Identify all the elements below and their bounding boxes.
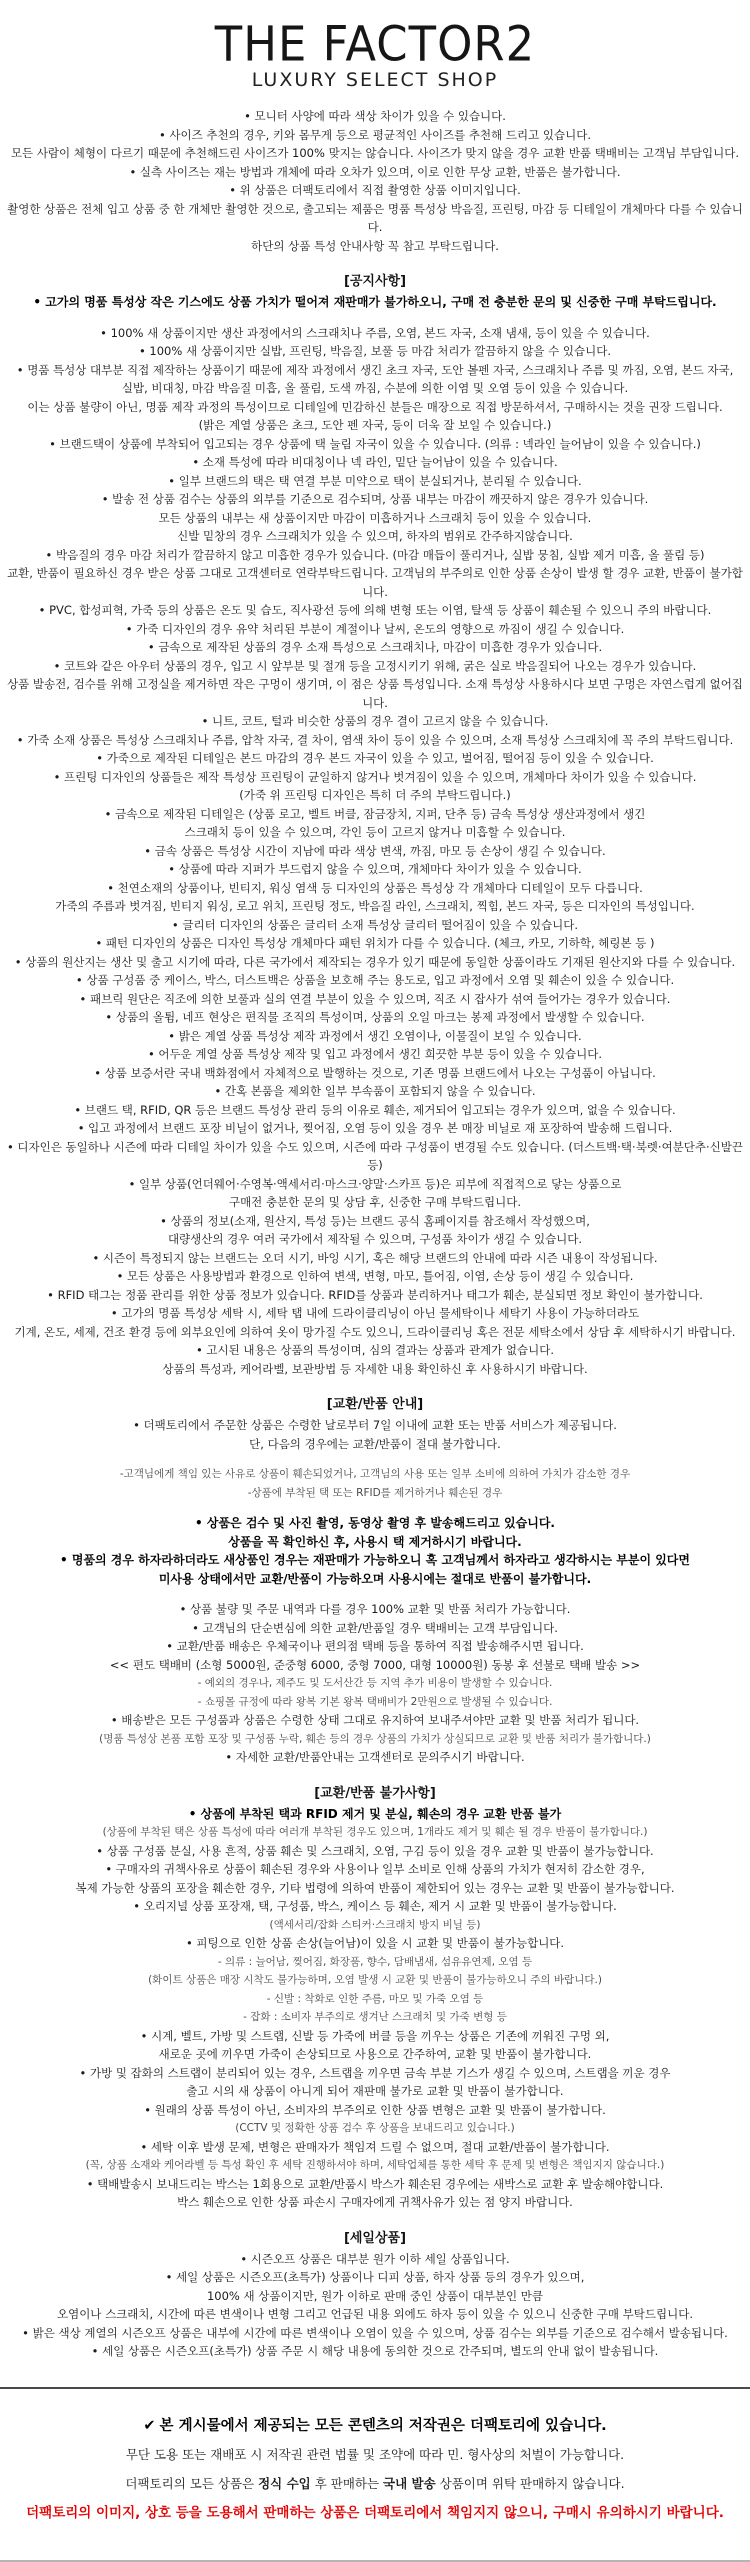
text-line: • 시즌이 특정되지 않는 브랜드는 오더 시기, 바잉 시기, 혹은 해당 브랜드의 안내에 따라 시즌 내용이 작성됩니다. — [92, 1250, 658, 1265]
text-line: (상품에 부착된 택은 상품 특성에 따라 여러개 부착된 경우도 있으며, 1개라도 제거 및 훼손 될 경우 반품이 불가합니다.) — [102, 1826, 648, 1839]
brand-logo: THE FACTOR2 — [214, 16, 536, 73]
text-line: • 상품 불량 및 주문 내역과 다를 경우 100% 교환 및 반품 처리가 가능합니다. — [179, 1602, 571, 1617]
text-line: • 고가의 명품 특성상 작은 기스에도 상품 가치가 떨어져 재판매가 불가하오니, 구매 전 충분한 문의 및 신중한 구매 부탁드립니다. — [33, 295, 717, 310]
text-line: • 금속으로 제작된 디테일은 (상품 로고, 벨트 버클, 잠금장치, 지퍼, 단추 등) 금속 특성상 생산과정에서 생긴 — [104, 806, 646, 821]
text-line: • PVC, 합성피혁, 가죽 등의 상품은 온도 및 습도, 직사광선 등에 의해 변형 또는 이염, 탈색 등 상품이 훼손될 수 있으니 주의 바랍니다. — [38, 603, 712, 618]
text-line: • 상품에 따라 지퍼가 부드럽지 않을 수 있으며, 개체마다 차이가 있을 수 있습니다. — [168, 862, 582, 877]
text-line: - 잡화 : 소비자 부주의로 생겨난 스크래치 및 가죽 변형 등 — [243, 2011, 507, 2024]
text-line: 단, 다음의 경우에는 교환/반품이 절대 불가합니다. — [249, 1436, 501, 1451]
text-line: • 피팅으로 인한 상품 손상(늘어남)이 있을 시 교환 및 반품이 불가능합니다. — [185, 1936, 565, 1951]
text-line: • 브랜드 택, RFID, QR 등은 브랜드 특성상 관리 등의 이유로 훼손, 제거되어 입고되는 경우가 있으며, 없을 수 있습니다. — [74, 1102, 676, 1117]
text-line: • 세일 상품은 시즌오프(초특가) 상품이나 디피 상품, 하자 상품 등의 경우가 있으며, — [165, 2270, 585, 2285]
text-line: • 더팩토리에서 주문한 상품은 수령한 날로부터 7일 이내에 교환 또는 반품 서비스가 제공됩니다. — [133, 1418, 617, 1433]
text-line: • 밝은 계열 상품 특성상 제작 과정에서 생긴 오염이나, 이물질이 보일 수 있습니다. — [168, 1028, 582, 1043]
text-line: (가죽 위 프린팅 디자인은 특히 더 주의 부탁드립니다.) — [239, 788, 511, 803]
text-line: • RFID 태그는 정품 관리를 위한 상품 정보가 있습니다. RFID를 상품과 분리하거나 태그가 훼손, 분실되면 정보 확인이 불가합니다. — [47, 1287, 703, 1302]
footer-text: 무단 도용 또는 재배포 시 저작권 관련 법률 및 조약에 따라 민. 형사상의 처벌이 가능합니다. — [125, 2446, 625, 2462]
text-line: 미사용 상태에서만 교환/반품이 가능하오며 사용시에는 절대로 반품이 불가합니다. — [158, 1571, 592, 1586]
footer-text-part: 후 판매하는 — [310, 2475, 384, 2491]
text-line: • 시계, 벨트, 가방 및 스트랩, 신발 등 가죽에 버클 등을 끼우는 상품은 기존에 끼워진 구멍 외, — [140, 2028, 610, 2043]
text-line: • 니트, 코트, 털과 비슷한 상품의 경우 결이 고르지 않을 수 있습니다. — [201, 714, 549, 729]
text-line: • 일부 상품(언더웨어·수영복·액세서리·마스크·양말·스카프 등)은 피부에 직접적으로 닿는 상품으로 — [128, 1176, 622, 1191]
sections — [0, 107, 750, 2361]
section-notice — [0, 271, 750, 1378]
text-line: • 상품의 올튐, 네프 현상은 편직물 조직의 특성이며, 상품의 오일 마크는 봉제 과정에서 발생할 수 있습니다. — [105, 1010, 645, 1025]
text-line: • 고가의 명품 특성상 세탁 시, 세탁 탭 내에 드라이클리닝이 아닌 물세탁이나 세탁기 사용이 가능하더라도 — [110, 1306, 640, 1321]
text-line: • 원래의 상품 특성이 아닌, 소비자의 부주의로 인한 상품 변형은 교환 및 반품이 불가합니다. — [144, 2102, 606, 2117]
text-line: 모든 상품의 내부는 새 상품이지만 마감이 미흡하거나 스크래치 등이 있을 수 있습니다. — [158, 510, 592, 525]
text-line: • 코트와 같은 아우터 상품의 경우, 입고 시 앞부분 및 절개 등을 고정시키기 위해, 굵은 실로 박음질되어 나오는 경우가 있습니다. — [53, 658, 697, 673]
text-line: 교환, 반품이 필요하신 경우 받은 상품 그대로 고객센터로 연락부탁드립니다. 고객님의 부주의로 인한 상품 손상이 발생 할 경우 교환, 반품이 불가합니다. — [7, 566, 743, 599]
text-line: 신발 밑창의 경우 스크래치가 있을 수 있으며, 하자의 범위로 간주하지않습니다. — [177, 529, 573, 544]
text-line: • 상품에 부착된 택과 RFID 제거 및 분실, 훼손의 경우 교환 반품 불가 — [188, 1806, 562, 1821]
text-line: • 박음질의 경우 마감 처리가 깔끔하지 않고 미흡한 경우가 있습니다. (마감 매듭이 풀리거나, 실밥 뭉침, 실밥 제거 미흡, 올 풀림 등) — [45, 547, 705, 562]
spacer — [0, 1588, 750, 1600]
text-line: -고객님에게 책임 있는 사유로 상품이 훼손되었거나, 고객님의 사용 또는 일부 소비에 의하여 가치가 감소한 경우 — [119, 1468, 631, 1481]
text-line: 모든 사람이 체형이 다르기 때문에 추천해드린 사이즈가 100% 맞지는 않습니다. 사이즈가 맞지 않을 경우 교환 반품 택배비는 고객님 부담입니다. — [10, 146, 740, 161]
text-line: • 배송받은 모든 구성품과 상품은 수령한 상태 그대로 유지하여 보내주셔야만 교환 및 반품 처리가 됩니다. — [110, 1713, 640, 1728]
text-line: 촬영한 상품은 전체 입고 상품 중 한 개체만 촬영한 것으로, 출고되는 제품은 명품 특성상 박음질, 프린팅, 마감 등 디테일이 개체마다 다를 수 있습니다. — [7, 201, 743, 235]
bottom-divider — [0, 2560, 750, 2562]
text-line: (밝은 계열 상품은 초크, 도안 펜 자국, 등이 더욱 잘 보일 수 있습니다.) — [198, 418, 552, 433]
text-line: 상품을 꼭 확인하신 후, 사용시 택 제거하시기 바랍니다. — [228, 1534, 522, 1549]
text-line: 하단의 상품 특성 안내사항 꼭 참고 부탁드립니다. — [251, 238, 499, 253]
section-exchange — [0, 1394, 750, 1767]
footer-text: 더팩토리의 이미지, 상호 등을 도용해서 판매하는 상품은 더팩토리에서 책임지지 않으니, 구매시 유의하시기 바랍니다. — [26, 2504, 724, 2521]
text-line: - 신발 : 착화로 인한 주름, 마모 및 가죽 오염 등 — [266, 1992, 484, 2005]
text-line: • 택배발송시 보내드리는 박스는 1회용으로 교환/반품시 박스가 훼손된 경우에는 새박스로 교환 후 발송해야합니다. — [86, 2176, 664, 2191]
text-line: • 글리터 디자인의 상품은 글리터 소재 특성상 글리터 떨어짐이 있을 수 있습니다. — [171, 917, 579, 932]
text-line: • 상품 구성품 중 케이스, 박스, 더스트백은 상품을 보호해 주는 용도로, 입고 과정에서 오염 및 훼손이 있을 수 있습니다. — [75, 973, 675, 988]
text-line: • 모든 상품은 사용방법과 환경으로 인하여 변색, 변형, 마모, 틀어짐, 이염, 손상 등이 생길 수 있습니다. — [116, 1269, 634, 1284]
text-line: • 어두운 계열 상품 특성상 제작 및 입고 과정에서 생긴 희끗한 부분 등이 있을 수 있습니다. — [147, 1047, 603, 1062]
footer-text-part: 더팩토리의 모든 상품은 — [125, 2475, 259, 2491]
footer-text-part: 정식 수입 — [258, 2475, 311, 2491]
text-line: • 상품의 정보(소재, 원산지, 특성 등)는 브랜드 공식 홈페이지를 참조해서 작성했으며, — [160, 1213, 590, 1228]
text-line: • 간혹 본품을 제외한 일부 부속품이 포함되지 않을 수 있습니다. — [214, 1084, 536, 1099]
footer-text-part: 상품이며 위탁 판매하지 않습니다. — [435, 2475, 625, 2491]
text-line: • 사이즈 추천의 경우, 키와 몸무게 등으로 평균적인 사이즈를 추천해 드리고 있습니다. — [158, 127, 591, 142]
text-line: • 디자인은 동일하나 시즌에 따라 디테일 차이가 있을 수도 있으며, 시즌에 따라 구성품이 변경될 수도 있습니다. (더스트백·택·북렛·여분단추·신발끈 등) — [6, 1139, 743, 1173]
text-line: 상품의 특성과, 케어라벨, 보관방법 등 자세한 내용 확인하신 후 사용하시기 바랍니다. — [162, 1361, 588, 1376]
text-line: << 편도 택배비 (소형 5000원, 준중형 6000, 중형 7000, 대형 10000원) 동봉 후 선불로 택배 발송 >> — [109, 1657, 641, 1672]
text-line: • 고시된 내용은 상품의 특성이며, 심의 결과는 상품과 관계가 없습니다. — [195, 1343, 555, 1358]
text-line: • 가죽 디자인의 경우 유약 처리된 부분이 계절이나 날씨, 온도의 영향으로 까짐이 생길 수 있습니다. — [125, 621, 625, 636]
text-line: - 예외의 경우나, 제주도 및 도서산간 등 지역 추가 비용이 발생할 수 있습니다. — [197, 1677, 553, 1690]
text-line: • 100% 새 상품이지만 실밥, 프린팅, 박음질, 보풀 등 마감 처리가 깔끔하지 않을 수 있습니다. — [138, 344, 612, 359]
section-no-exchange — [0, 1783, 750, 2212]
text-line: 스크래치 등이 있을 수 있으며, 각인 등이 고르지 않거나 미흡할 수 있습니다. — [184, 825, 566, 840]
text-line: • 발송 전 상품 검수는 상품의 외부를 기준으로 검수되며, 상품 내부는 마감이 깨끗하지 않은 경우가 있습니다. — [101, 492, 649, 507]
section-title: [교환/반품 안내] — [326, 1397, 424, 1413]
text-line: • 브랜드택이 상품에 부착되어 입고되는 경우 상품에 택 눌림 자국이 있을 수 있습니다. (의류 : 넥라인 늘어남이 있을 수 있습니다.) — [49, 436, 701, 451]
text-line: • 입고 과정에서 브랜드 포장 비닐이 없거나, 찢어짐, 오염 등이 있을 경우 본 매장 비닐로 재 포장하여 발송해 드립니다. — [77, 1121, 673, 1136]
spacer — [0, 312, 750, 324]
text-line: • 상품은 검수 및 사진 촬영, 동영상 촬영 후 발송해드리고 있습니다. — [195, 1516, 555, 1531]
text-line: 복제 가능한 상품의 포장을 훼손한 경우, 기타 법령에 의하여 반품이 제한되어 있는 경우는 교환 및 반품이 불가능합니다. — [75, 1880, 675, 1895]
section-title: [세일상품] — [343, 2230, 407, 2246]
section-title: [교환/반품 불가사항] — [314, 1785, 436, 1801]
text-line: 이는 상품 불량이 아닌, 명품 제작 과정의 특성이므로 디테일에 민감하신 분들은 매장으로 직접 방문하셔서, 구매하시는 것을 권장 드립니다. — [27, 399, 723, 414]
text-line: • 명품 특성상 대부분 직접 제작하는 상품이기 때문에 제작 과정에서 생긴 초크 자국, 도안 볼펜 자국, 스크래치나 주름 및 까짐, 오염, 본드 자국, — [16, 362, 734, 377]
text-line: -상품에 부착된 택 또는 RFID를 제거하거나 훼손된 경우 — [247, 1486, 503, 1499]
text-line: • 상품 보증서란 국내 백화점에서 자체적으로 발행하는 것으로, 기존 명품 브랜드에서 나오는 구성품이 아닙니다. — [94, 1065, 656, 1080]
text-line: 박스 훼손으로 인한 상품 파손시 구매자에게 귀책사유가 있는 점 양지 바랍니다. — [177, 2195, 573, 2210]
text-line: • 상품 구성품 분실, 사용 흔적, 상품 훼손 및 스크래치, 오염, 구김 등이 있을 경우 교환 및 반품이 불가능합니다. — [96, 1843, 654, 1858]
text-line: • 모니터 사양에 따라 색상 차이가 있을 수 있습니다. — [244, 109, 506, 124]
text-line: 가죽의 주름과 벗겨짐, 빈티지 워싱, 로고 위치, 프린팅 정도, 박음질 라인, 스크래치, 찍힘, 본드 자국, 등은 디자인의 특성입니다. — [55, 899, 695, 914]
text-line: 기계, 온도, 세제, 건조 환경 등에 외부요인에 의하여 옷이 망가질 수도 있으니, 드라이클리닝 혹은 전문 세탁소에서 상담 후 세탁하시기 바랍니다. — [14, 1324, 736, 1339]
text-line: • 자세한 교환/반품안내는 고객센터로 문의주시기 바랍니다. — [225, 1750, 525, 1765]
section-sale — [0, 2228, 750, 2361]
footer-line — [6, 2416, 744, 2436]
text-line: • 세일 상품은 시즌오프(초특가) 상품 주문 시 해당 내용에 동의한 것으로 간주되며, 별도의 안내 없이 발송됩니다. — [91, 2344, 659, 2359]
text-line: - 쇼핑몰 규정에 따라 왕복 기본 왕복 택배비가 2만원으로 발생될 수 있습니다. — [197, 1695, 553, 1708]
section-title: [공지사항] — [343, 274, 407, 290]
text-line: (액세서리/잡화 스티커·스크래치 방지 비닐 등) — [269, 1918, 481, 1931]
text-line: (명품 특성상 본품 포함 포장 및 구성품 누락, 훼손 등의 경우 상품의 가치가 상실되므로 교환 및 반품 처리가 불가합니다.) — [99, 1732, 651, 1745]
text-line: • 소재 특성에 따라 비대칭이나 넥 라인, 밑단 늘어남이 있을 수 있습니다. — [192, 455, 558, 470]
text-line: • 가죽으로 제작된 디테일은 본드 마감의 경우 본드 자국이 있을 수 있고, 벌어짐, 떨어짐 등이 있을 수 있습니다. — [96, 751, 654, 766]
text-line: • 위 상품은 더팩토리에서 직접 촬영한 상품 이미지입니다. — [229, 183, 521, 198]
text-line: • 시즌오프 상품은 대부분 원가 이하 세일 상품입니다. — [240, 2251, 510, 2266]
text-line: • 패턴 디자인의 상품은 디자인 특성상 개체마다 패턴 위치가 다를 수 있습니다. (체크, 카모, 기하학, 헤링본 등 ) — [95, 936, 655, 951]
footer-text: 본 게시물에서 제공되는 모든 콘텐츠의 저작권은 더팩토리에 있습니다. — [159, 2417, 607, 2434]
text-line: • 금속 상품은 특성상 시간이 지남에 따라 색상 변색, 까짐, 마모 등 손상이 생길 수 있습니다. — [144, 843, 606, 858]
text-line: • 세탁 이후 발생 문제, 변형은 판매자가 책임져 드릴 수 없으며, 절대 교환/반품이 불가합니다. — [140, 2139, 610, 2154]
text-line: • 실측 사이즈는 재는 방법과 개체에 따라 오차가 있으며, 이로 인한 무상 교환, 반품은 불가합니다. — [129, 164, 621, 179]
text-line: • 100% 새 상품이지만 생산 과정에서의 스크래치나 주름, 오염, 본드 자국, 소재 냄새, 등이 있을 수 있습니다. — [100, 325, 650, 340]
brand-header — [0, 0, 750, 91]
text-line: • 교환/반품 배송은 우체국이나 편의점 택배 등을 통하여 직접 발송해주시면 됩니다. — [166, 1639, 584, 1654]
text-line: • 오리지널 상품 포장재, 택, 구성품, 박스, 케이스 등 훼손, 제거 시 교환 및 반품이 불가능합니다. — [133, 1899, 617, 1914]
text-line: • 패브릭 원단은 직조에 의한 보풀과 실의 연결 부분이 있을 수 있으며, 직조 시 잡사가 섞여 들어가는 경우가 있습니다. — [79, 991, 671, 1006]
footer-line — [6, 2445, 744, 2465]
text-line: (화이트 상품은 매장 시착도 불가능하며, 오염 발생 시 교환 및 반품이 불가능하오니 주의 바랍니다.) — [148, 1974, 602, 1987]
footer-line — [6, 2474, 744, 2494]
text-line: • 고객님의 단순변심에 의한 교환/반품일 경우 택배비는 고객 부담입니다. — [192, 1620, 558, 1635]
text-line: 오염이나 스크래치, 시간에 따른 변색이나 변형 그리고 언급된 내용 외에도 하자 등이 있을 수 있으니 신중한 구매 부탁드립니다. — [56, 2307, 693, 2322]
text-line: • 명품의 경우 하자라하더라도 새상품인 경우는 재판매가 가능하오니 혹 고객님께서 하자라고 생각하시는 부분이 있다면 — [60, 1553, 690, 1568]
text-line: • 프린팅 디자인의 상품들은 제작 특성상 프린팅이 균일하지 않거나 벗겨짐이 있을 수 있으며, 개체마다 차이가 있을 수 있습니다. — [53, 769, 697, 784]
text-line: 실밥, 비대칭, 마감 박음질 미흡, 올 풀림, 도색 까짐, 수분에 의한 이염 및 오염 등이 있을 수 있습니다. — [121, 381, 629, 396]
footer-line — [6, 2503, 744, 2523]
text-line: (CCTV 및 정확한 상품 검수 후 상품을 보내드리고 있습니다.) — [235, 2122, 515, 2135]
text-line: 대량생산의 경우 여러 국가에서 제작될 수 있으며, 구성품 차이가 생길 수 있습니다. — [167, 1232, 583, 1247]
text-line: • 천연소재의 상품이나, 빈티지, 워싱 염색 등 디자인의 상품은 특성상 각 개체마다 디테일이 모두 다릅니다. — [107, 880, 643, 895]
text-line: • 가죽 소재 상품은 특성상 스크래치나 주름, 압착 자국, 결 차이, 염색 차이 등이 있을 수 있으며, 소재 특성상 스크래치에 꼭 주의 부탁드립니다. — [16, 732, 734, 747]
text-line: 상품 발송전, 검수를 위해 고정실을 제거하면 작은 구멍이 생기며, 이 점은 상품 특성입니다. 소재 특성상 사용하시다 보면 구멍은 자연스럽게 없어집니다. — [7, 677, 743, 710]
text-line: • 금속으로 제작된 상품의 경우 소재 특성으로 스크래치나, 마감이 미흡한 경우가 있습니다. — [147, 640, 603, 655]
text-line: • 일부 브랜드의 택은 택 연결 부분 미약으로 택이 분실되거나, 분리될 수 있습니다. — [168, 473, 582, 488]
copyright-footer — [0, 2389, 750, 2542]
text-line: (꼭, 상품 소재와 케어라벨 등 특성 확인 후 세탁 진행하셔야 하며, 세탁업체를 통한 세탁 후 문제 및 변형은 책임지지 않습니다.) — [85, 2159, 665, 2172]
text-line: 출고 시의 새 상품이 아니게 되어 재판매 불가로 교환 및 반품이 불가합니다. — [186, 2084, 564, 2099]
check-icon: ✔ — [143, 2417, 156, 2434]
text-line: • 구매자의 귀책사유로 상품이 훼손된 경우와 사용이나 일부 소비로 인해 상품의 가치가 현저히 감소한 경우, — [105, 1862, 645, 1877]
text-line: • 가방 및 잡화의 스트랩이 분리되어 있는 경우, 스트랩을 끼우면 금속 부분 기스가 생길 수 있으며, 스트랩을 끼운 경우 — [79, 2065, 671, 2080]
section-intro — [0, 107, 750, 255]
text-line: - 의류 : 늘어남, 찢어짐, 화장품, 향수, 담배냄새, 섬유유연제, 오염 등 — [217, 1955, 533, 1968]
footer-text-part: 국내 발송 — [383, 2475, 436, 2491]
text-line: 새로운 곳에 끼우면 가죽이 손상되므로 사용으로 간주하여, 교환 및 반품이 불가합니다. — [158, 2047, 592, 2062]
text-line: 구매전 충분한 문의 및 상담 후, 신중한 구매 부탁드립니다. — [228, 1195, 522, 1210]
brand-tagline: LUXURY SELECT SHOP — [251, 69, 499, 92]
spacer — [0, 1453, 750, 1465]
text-line: • 상품의 원산지는 생산 및 출고 시기에 따라, 다른 국가에서 제작되는 경우가 있기 때문에 동일한 상품이라도 기재된 원산지와 다를 수 있습니다. — [14, 954, 736, 969]
spacer — [0, 1502, 750, 1514]
text-line: • 밝은 색상 계열의 시즌오프 상품은 내부에 시간에 따른 변색이나 오염이 있을 수 있으며, 상품 검수는 외부를 기준으로 검수해서 발송됩니다. — [22, 2325, 728, 2340]
text-line: 100% 새 상품이지만, 원가 이하로 판매 중인 상품이 대부분인 만큼 — [206, 2288, 544, 2303]
